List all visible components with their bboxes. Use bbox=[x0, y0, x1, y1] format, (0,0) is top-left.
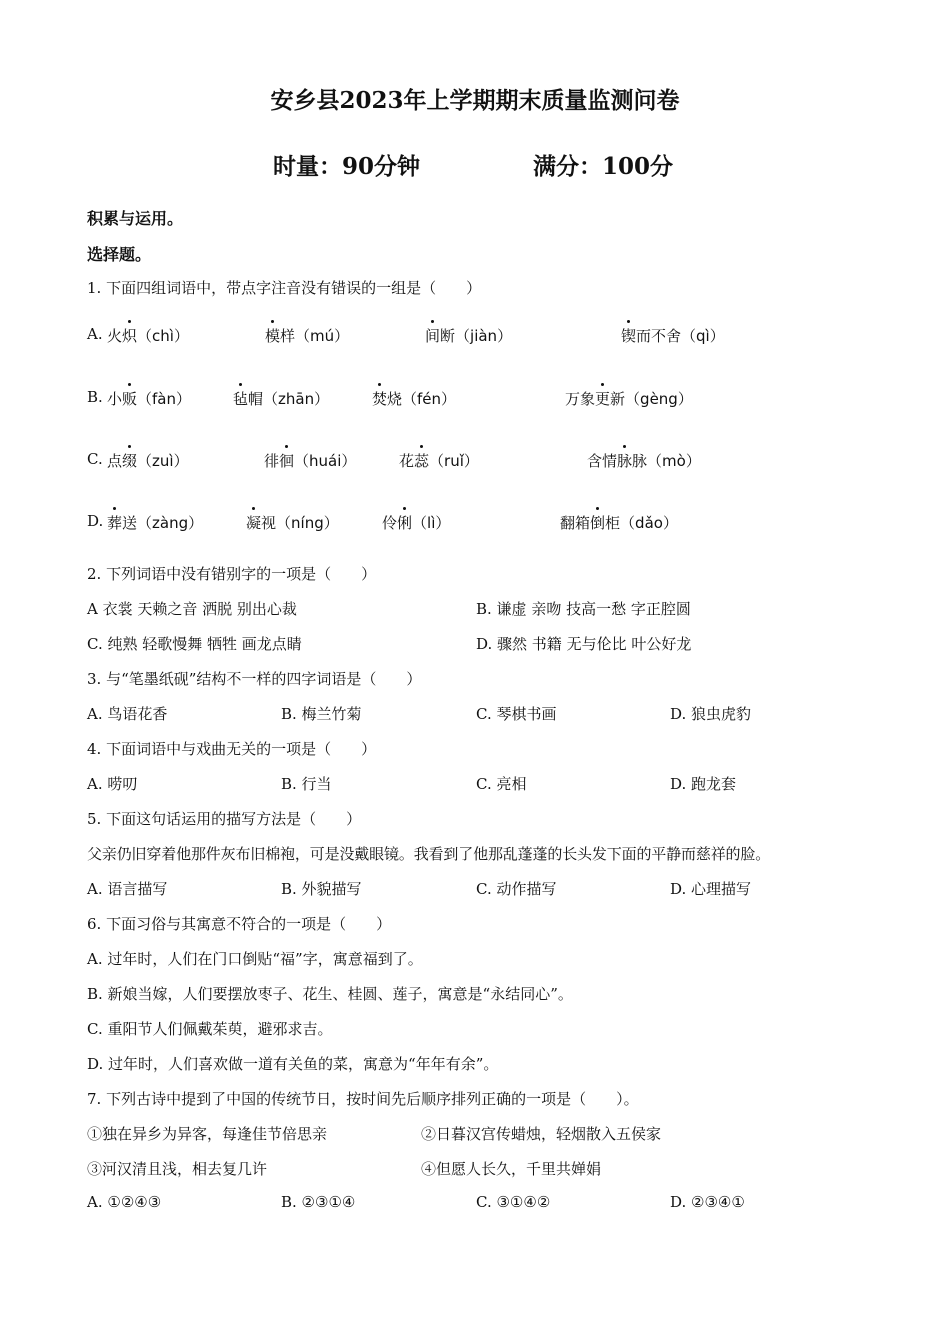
dotted-character: 间 bbox=[425, 327, 441, 345]
dotted-character: 俐 bbox=[397, 514, 413, 532]
word-suffix: 样 bbox=[280, 327, 296, 345]
q1-word-item bbox=[372, 388, 456, 409]
pinyin: （fén） bbox=[402, 390, 457, 408]
q1-word-item bbox=[233, 388, 329, 409]
word-prefix: 徘 bbox=[264, 452, 280, 470]
dotted-character: 更 bbox=[595, 390, 611, 408]
pinyin: （dǎo） bbox=[620, 514, 678, 532]
q6-option-a: A. 过年时，人们在门口倒贴“福”字，寓意福到了。 bbox=[87, 950, 423, 968]
dotted-character: 贩 bbox=[122, 390, 138, 408]
q4-stem: 4. 下面词语中与戏曲无关的一项是（ ） bbox=[87, 740, 377, 758]
q1-word-item bbox=[382, 512, 450, 533]
word-prefix: 含情 bbox=[587, 452, 618, 470]
q5-passage: 父亲仍旧穿着他那件灰布旧棉袍，可是没戴眼镜。我看到了他那乱蓬蓬的长头发下面的平静而慈祥的脸。 bbox=[87, 845, 771, 863]
pinyin: （níng） bbox=[276, 514, 339, 532]
word-prefix: 火 bbox=[107, 327, 123, 345]
q1-stem: 1. 下面四组词语中，带点字注音没有错误的一组是（ ） bbox=[87, 279, 482, 297]
pinyin: （zuì） bbox=[137, 452, 189, 470]
q6-option-d: D. 过年时，人们喜欢做一道有关鱼的菜，寓意为“年年有余”。 bbox=[87, 1055, 499, 1073]
pinyin: （zàng） bbox=[137, 514, 204, 532]
q1-word-item bbox=[265, 325, 349, 346]
exam-title: 安乡县2023年上学期期末质量监测问卷 bbox=[270, 87, 680, 114]
pinyin: （lì） bbox=[412, 514, 451, 532]
q1-word-item bbox=[107, 388, 191, 409]
q7-option-d: D. ②③④① bbox=[670, 1193, 745, 1211]
q4-option-c: C. 亮相 bbox=[476, 775, 527, 793]
pinyin: （qì） bbox=[681, 327, 725, 345]
q1-word-item bbox=[425, 325, 512, 346]
q5-option-d: D. 心理描写 bbox=[670, 880, 752, 898]
q1-word-item bbox=[107, 512, 203, 533]
section-heading: 积累与运用。 bbox=[87, 209, 184, 228]
word-prefix: 翻箱 bbox=[560, 514, 591, 532]
dotted-character: 徊 bbox=[279, 452, 295, 470]
q5-option-a: A. 语言描写 bbox=[87, 880, 168, 898]
q3-option-a: A. 鸟语花香 bbox=[87, 705, 168, 723]
exam-full-score: 满分：100分 bbox=[533, 153, 674, 180]
word-prefix: 点 bbox=[107, 452, 123, 470]
word-suffix: 柜 bbox=[605, 514, 621, 532]
exam-time: 时量：90分钟 bbox=[273, 153, 421, 180]
q1-word-item bbox=[587, 450, 701, 471]
pinyin: （mò） bbox=[647, 452, 701, 470]
dotted-character: 炽 bbox=[122, 327, 138, 345]
q1-word-item bbox=[621, 325, 725, 346]
pinyin: （mú） bbox=[295, 327, 350, 345]
word-suffix: 帽 bbox=[248, 390, 264, 408]
word-suffix: 断 bbox=[440, 327, 456, 345]
q6-option-c: C. 重阳节人们佩戴茱萸，避邪求吉。 bbox=[87, 1020, 333, 1038]
q7-poem-1: ①独在异乡为异客，每逢佳节倍思亲 bbox=[87, 1125, 328, 1143]
word-prefix: 万象 bbox=[565, 390, 596, 408]
word-prefix: 伶 bbox=[382, 514, 398, 532]
dotted-character: 脉 bbox=[617, 452, 633, 470]
q3-option-c: C. 琴棋书画 bbox=[476, 705, 557, 723]
word-suffix: 新 bbox=[610, 390, 626, 408]
q5-stem: 5. 下面这句话运用的描写方法是（ ） bbox=[87, 810, 362, 828]
q1-word-item bbox=[565, 388, 693, 409]
pinyin: （chì） bbox=[137, 327, 189, 345]
q1-option-label: C. bbox=[87, 450, 103, 468]
q7-stem: 7. 下列古诗中提到了中国的传统节日，按时间先后顺序排列正确的一项是（ ）。 bbox=[87, 1090, 639, 1108]
q2-stem: 2. 下列词语中没有错别字的一项是（ ） bbox=[87, 565, 377, 583]
dotted-character: 蕊 bbox=[414, 452, 430, 470]
q7-option-b: B. ②③①④ bbox=[281, 1193, 356, 1211]
q7-option-c: C. ③①④② bbox=[476, 1193, 551, 1211]
q2-option-d: D. 骤然 书籍 无与伦比 叶公好龙 bbox=[476, 635, 692, 653]
word-prefix: 花 bbox=[399, 452, 415, 470]
q1-word-item bbox=[264, 450, 356, 471]
word-suffix: 视 bbox=[261, 514, 277, 532]
q1-word-item bbox=[107, 450, 189, 471]
pinyin: （jiàn） bbox=[455, 327, 513, 345]
pinyin: （zhān） bbox=[263, 390, 330, 408]
q1-option-label: A. bbox=[87, 325, 103, 343]
q5-option-b: B. 外貌描写 bbox=[281, 880, 362, 898]
dotted-character: 锲 bbox=[621, 327, 637, 345]
dotted-character: 倒 bbox=[590, 514, 606, 532]
dotted-character: 焚 bbox=[372, 390, 388, 408]
q1-word-item bbox=[560, 512, 678, 533]
pinyin: （ruǐ） bbox=[429, 452, 479, 470]
q3-option-d: D. 狼虫虎豹 bbox=[670, 705, 752, 723]
pinyin: （fàn） bbox=[137, 390, 192, 408]
pinyin: （huái） bbox=[294, 452, 357, 470]
word-suffix: 烧 bbox=[387, 390, 403, 408]
q2-option-b: B. 谦虚 亲吻 技高一愁 字正腔圆 bbox=[476, 600, 691, 618]
q7-poem-3: ③河汉清且浅，相去复几许 bbox=[87, 1160, 268, 1178]
dotted-character: 葬 bbox=[107, 514, 123, 532]
q1-option-label: D. bbox=[87, 512, 104, 530]
section-subheading: 选择题。 bbox=[87, 245, 152, 264]
word-suffix: 脉 bbox=[632, 452, 648, 470]
word-prefix: 小 bbox=[107, 390, 123, 408]
pinyin: （gèng） bbox=[625, 390, 693, 408]
q1-word-item bbox=[246, 512, 339, 533]
dotted-character: 模 bbox=[265, 327, 281, 345]
q4-option-a: A. 唠叨 bbox=[87, 775, 138, 793]
q7-poem-4: ④但愿人长久，千里共婵娟 bbox=[421, 1160, 602, 1178]
q4-option-b: B. 行当 bbox=[281, 775, 332, 793]
q1-word-item bbox=[107, 325, 189, 346]
q4-option-d: D. 跑龙套 bbox=[670, 775, 737, 793]
q1-word-item bbox=[399, 450, 479, 471]
word-suffix: 送 bbox=[122, 514, 138, 532]
dotted-character: 缀 bbox=[122, 452, 138, 470]
q7-poem-2: ②日暮汉宫传蜡烛，轻烟散入五侯家 bbox=[421, 1125, 662, 1143]
word-suffix: 而不舍 bbox=[636, 327, 682, 345]
dotted-character: 毡 bbox=[233, 390, 249, 408]
q7-option-a: A. ①②④③ bbox=[87, 1193, 162, 1211]
q1-option-label: B. bbox=[87, 388, 103, 406]
q3-option-b: B. 梅兰竹菊 bbox=[281, 705, 362, 723]
q6-stem: 6. 下面习俗与其寓意不符合的一项是（ ） bbox=[87, 915, 392, 933]
q2-option-a: A 衣裳 天赖之音 洒脱 别出心裁 bbox=[87, 600, 297, 618]
dotted-character: 凝 bbox=[246, 514, 262, 532]
q2-option-c: C. 纯熟 轻歌慢舞 牺牲 画龙点睛 bbox=[87, 635, 302, 653]
q6-option-b: B. 新娘当嫁，人们要摆放枣子、花生、桂圆、莲子，寓意是“永结同心”。 bbox=[87, 985, 573, 1003]
q5-option-c: C. 动作描写 bbox=[476, 880, 557, 898]
q3-stem: 3. 与“笔墨纸砚”结构不一样的四字词语是（ ） bbox=[87, 670, 422, 688]
